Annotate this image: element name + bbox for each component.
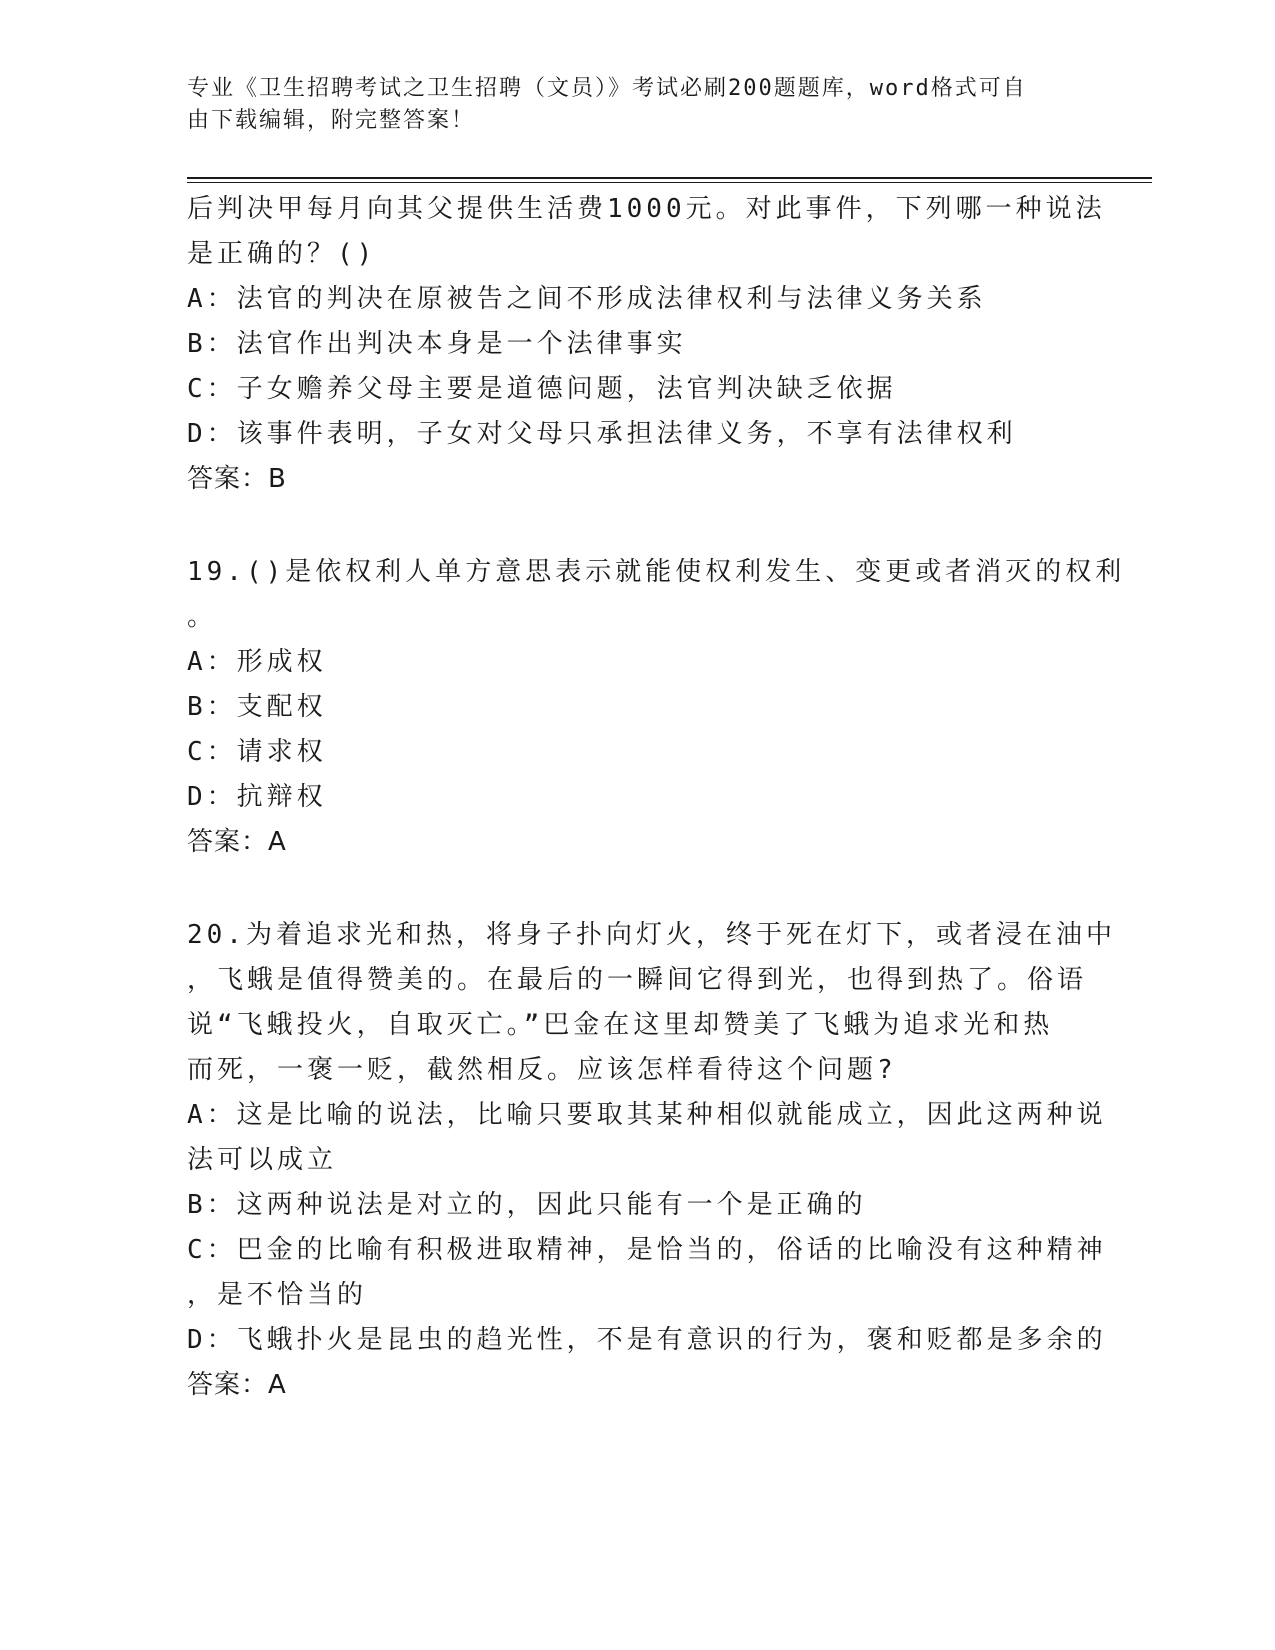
option-a: A：这是比喻的说法，比喻只要取其某种相似就能成立，因此这两种说 xyxy=(187,1100,1107,1130)
spacer xyxy=(187,502,1087,550)
option-c: C：巴金的比喻有积极进取精神，是恰当的，俗话的比喻没有这种精神 xyxy=(187,1235,1107,1265)
document-body xyxy=(187,187,1126,1408)
option-b: B：法官作出判决本身是一个法律事实 xyxy=(187,329,687,359)
question-stem: 后判决甲每月向其父提供生活费1000元。对此事件，下列哪一种说法 xyxy=(187,194,1106,224)
option-a: A：形成权 xyxy=(187,647,327,677)
question-stem: 19.()是依权利人单方意思表示就能使权利发生、变更或者消灭的权利 xyxy=(187,557,1126,587)
question-stem: 而死，一褒一贬，截然相反。应该怎样看待这个问题? xyxy=(187,1055,897,1085)
header-line-2: 由下载编辑，附完整答案！ xyxy=(187,108,476,133)
option-d: D：该事件表明，子女对父母只承担法律义务，不享有法律权利 xyxy=(187,419,1017,449)
spacer xyxy=(187,865,1087,913)
answer-line: 答案：A xyxy=(187,1370,287,1400)
header-line-1: 专业《卫生招聘考试之卫生招聘（文员）》考试必刷200题题库，word格式可自 xyxy=(187,76,1027,101)
question-stem: 说“飞蛾投火，自取灭亡。”巴金在这里却赞美了飞蛾为追求光和热 xyxy=(187,1010,1054,1040)
option-c: C：请求权 xyxy=(187,737,327,767)
option-c: C：子女赡养父母主要是道德问题，法官判决缺乏依据 xyxy=(187,374,897,404)
question-stem: ，飞蛾是值得赞美的。在最后的一瞬间它得到光，也得到热了。俗语 xyxy=(187,965,1088,995)
option-b: B：支配权 xyxy=(187,692,327,722)
question-stem: 是正确的？() xyxy=(187,239,377,269)
header-divider xyxy=(187,177,1152,183)
question-18 xyxy=(187,187,1106,502)
option-c: ，是不恰当的 xyxy=(187,1280,368,1310)
question-stem: 。 xyxy=(187,602,218,632)
answer-line: 答案：A xyxy=(187,827,287,857)
option-a: 法可以成立 xyxy=(187,1145,338,1175)
question-19 xyxy=(187,550,1126,865)
option-b: B：这两种说法是对立的，因此只能有一个是正确的 xyxy=(187,1190,867,1220)
question-stem: 20.为着追求光和热，将身子扑向灯火，终于死在灯下，或者浸在油中 xyxy=(187,920,1116,950)
answer-line: 答案：B xyxy=(187,464,287,494)
option-d: D：飞蛾扑火是昆虫的趋光性，不是有意识的行为，褒和贬都是多余的 xyxy=(187,1325,1107,1355)
page-header xyxy=(187,73,1067,137)
option-d: D：抗辩权 xyxy=(187,782,327,812)
question-20 xyxy=(187,913,1116,1408)
option-a: A：法官的判决在原被告之间不形成法律权利与法律义务关系 xyxy=(187,284,987,314)
